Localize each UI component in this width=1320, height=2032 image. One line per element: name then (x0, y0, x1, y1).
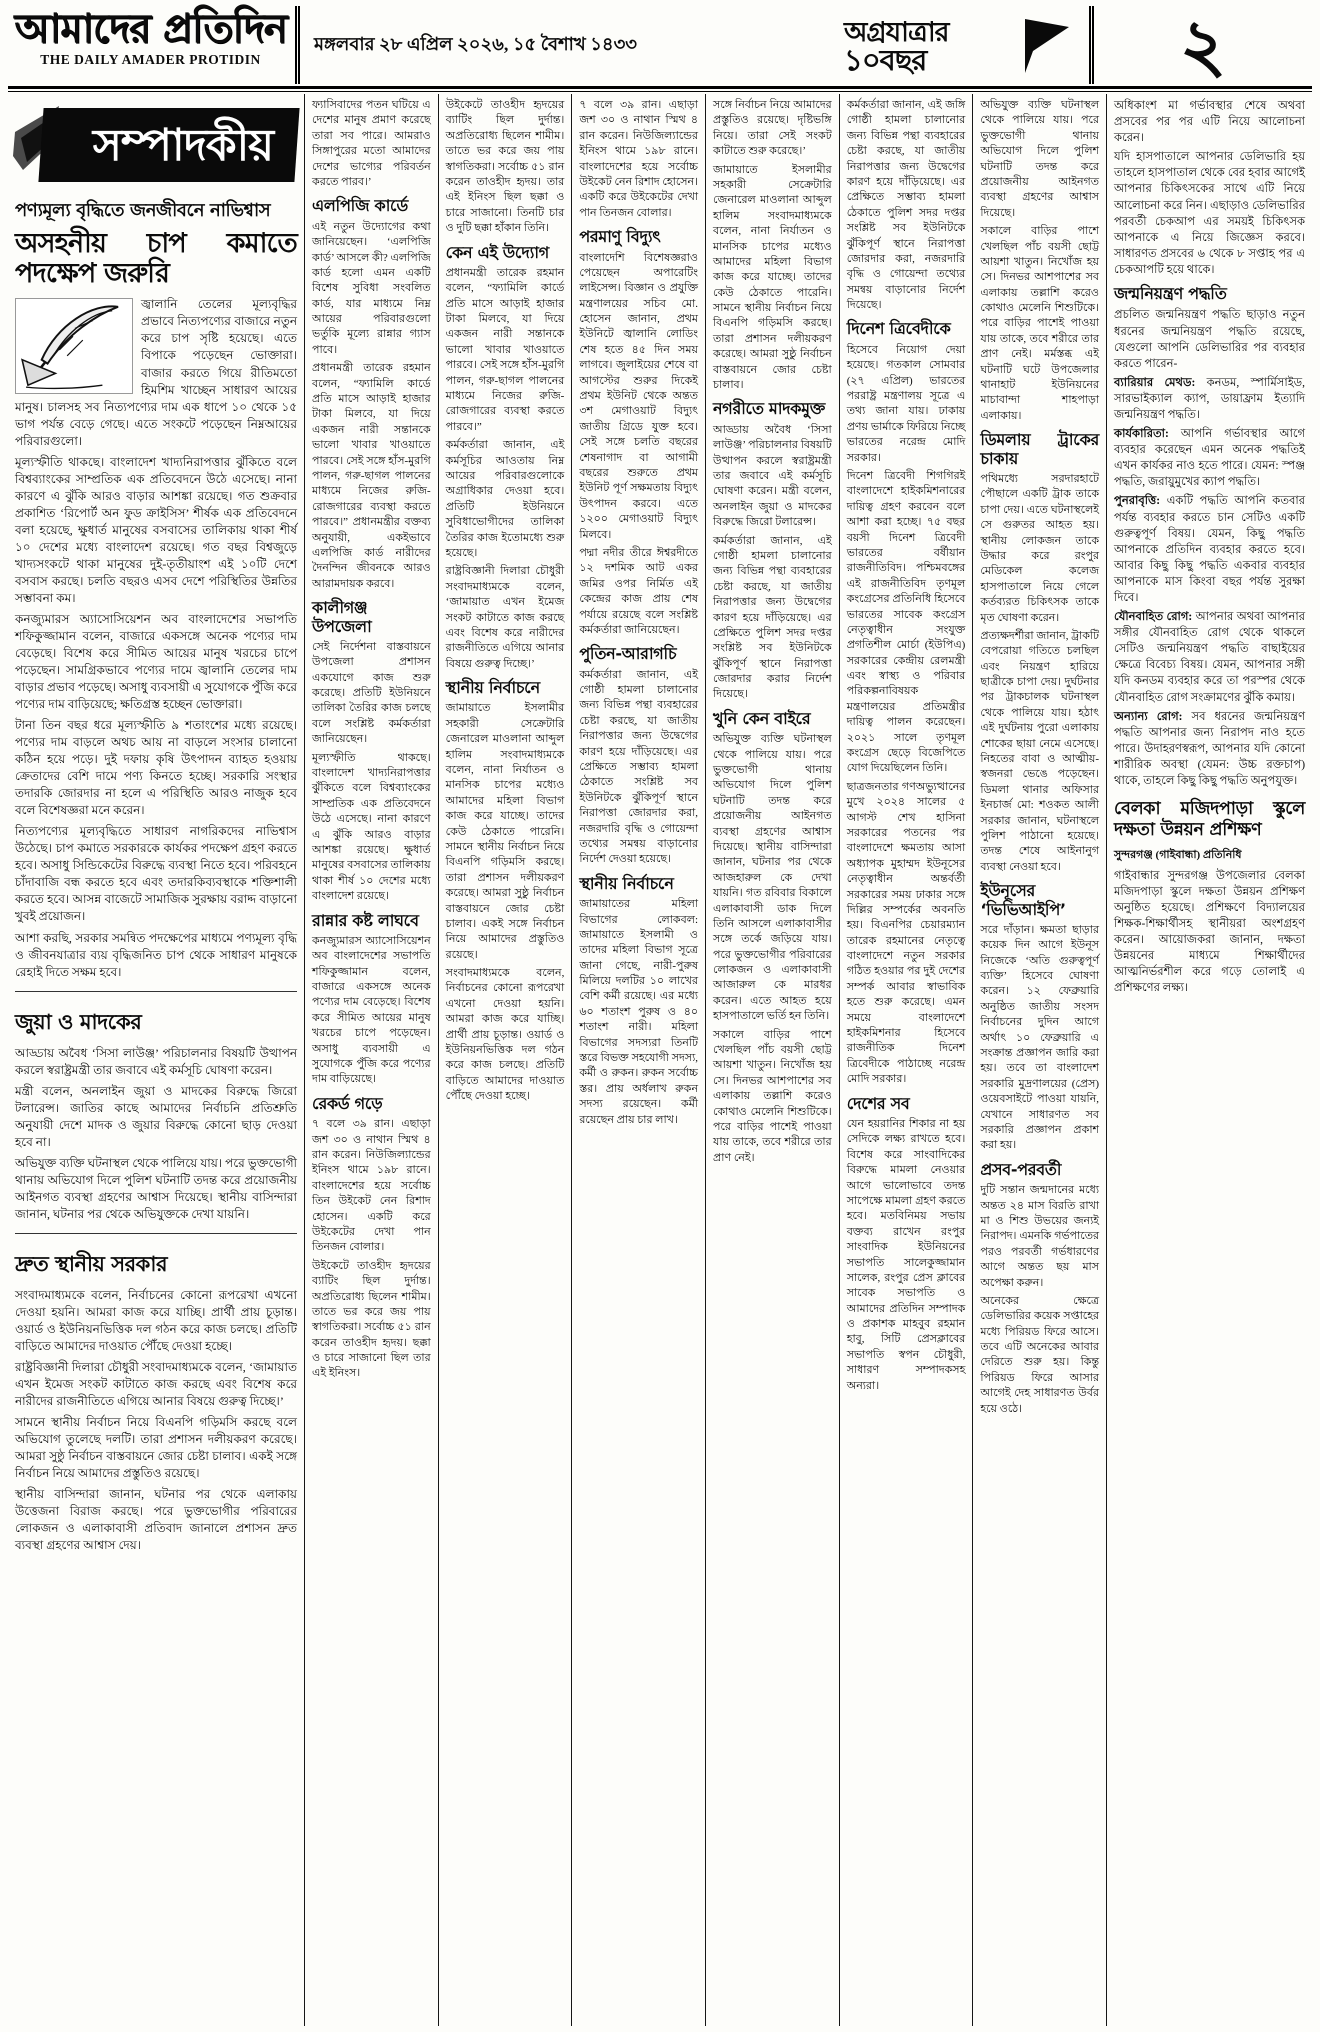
anniversary-line2: ১০বছর (844, 43, 927, 77)
article-headline: রান্নার কষ্ট লাঘবে (312, 910, 419, 930)
article-divider (15, 1233, 297, 1234)
article-headline: প্রসব-পরবর্তী (980, 1159, 1062, 1179)
editorial-headline: অসহনীয় চাপ কমাতে পদক্ষেপ জরুরি (15, 228, 297, 289)
news-column-4 (705, 94, 839, 2026)
body-paragraph: জামায়াতে ইসলামীর সহকারী সেক্রেটারি জেনারেল মাওলানা আব্দুল হালিম সংবাদমাধ্যমকে বলেন, নানা নির্যাতন ও মানসিক চাপের মধ্যেও আমাদের মহিলা বিভাগ কাজ করে যাচ্ছে। তাদের কেউ ঠেকাতে পারেনি। সামনে স্থানীয় নির্বাচন নিয়ে বিএনপি গড়িমসি করছে। তারা প্রশাসন দলীয়করণ করেছে। আমরা সুষ্ঠু নির্বাচন বাস্তবায়নে জোর চেষ্টা চালাব। (713, 163, 832, 392)
body-paragraph: প্রত্যক্ষদর্শীরা জানান, ট্রাকটি বেপরোয়া গতিতে চলছিল এবং নিয়ন্ত্রণ হারিয়ে ছাত্রীকে চাপা দেয়। দুর্ঘটনার পর ট্রাকচালক ঘটনাস্থল থেকে পালিয়ে যায়। হঠাৎ এই দুর্ঘটনায় পুরো এলাকায় শোকের ছায়া নেমে এসেছে। নিহতের বাবা ও আত্মীয়-স্বজনরা ভেঙে পড়েছেন। ডিমলা থানার অফিসার ইনচার্জ মো: শওকত আলী সরকার জানান, ঘটনাস্থলে পুলিশ পাঠানো হয়েছে। তদন্ত শেষে আইনানুগ ব্যবস্থা নেওয়া হবে। (980, 629, 1100, 873)
body-paragraph: ৭ বলে ৩৯ রান। এছাড়া জশ ৩০ ও নাথান স্মিথ ৪ রান করেন। নিউজিল্যান্ডের ইনিংস থামে ১৯৮ রানে। বাংলাদেশের হয়ে সর্বোচ্চ তিন উইকেট নেন রিশাদ হোসেন। একটি করে উইকেটের দেখা পান তিনজন বোলার। (312, 1118, 431, 1254)
body-paragraph: কর্মকর্তারা জানান, এই গোষ্ঠী হামলা চালানোর জন্য বিভিন্ন পন্থা ব্যবহারের চেষ্টা করছে, যা জাতীয় নিরাপত্তার জন্য উদ্বেগের কারণ হয়ে দাঁড়িয়েছে। এর প্রেক্ষিতে সম্ভাব্য হামলা ঠেকাতে সংশ্লিষ্ট সব ইউনিটকে ঝুঁকিপূর্ণ স্থানে নিরাপত্তা জোরদার করা, নজরদারি বৃদ্ধি ও গোয়েন্দা তথ্যের সমন্বয় বাড়ানোর নির্দেশ দেওয়া হয়েছে। (579, 668, 699, 866)
body-paragraph: নিত্যপণ্যের মূল্যবৃদ্ধিতে সাধারণ নাগরিকদের নাভিশ্বাস উঠেছে। চাপ কমাতে সরকারকে কার্যকর পদক্ষেপ গ্রহণ করতে হবে। অসাধু সিন্ডিকেটের বিরুদ্ধে ব্যবস্থা নিতে হবে। পরিবহনে চাঁদাবাজি বন্ধ করতে হবে এবং তদারকিব্যবস্থাকে শক্তিশালী করতে হবে। আসন্ন বাজেটে সামাজিক সুরক্ষায় বরাদ্দ বাড়ানো খুবই প্রয়োজন। (15, 824, 297, 924)
body-paragraph: আড্ডায় অবৈধ ‘সিসা লাউঞ্জ’ পরিচালনার বিষয়টি উত্থাপন করলে স্বরাষ্ট্রমন্ত্রী তার জবাবে এই কর্মসূচি ঘোষণা করেন। মন্ত্রী বলেন, অনলাইন জুয়া ও মাদকের বিরুদ্ধে জিরো টলারেন্স। (713, 423, 832, 529)
body-paragraph: রাষ্ট্রবিজ্ঞানী দিলারা চৌধুরী সংবাদমাধ্যমকে বলেন, ‘জামায়াত এখন ইমেজ সংকট কাটাতে কাজ করছে এবং বিশেষ করে নারীদের রাজনীতিতে এগিয়ে আনার বিষয়ে গুরুত্ব দিচ্ছে।’ (445, 565, 565, 670)
body-paragraph: রাষ্ট্রবিজ্ঞানী দিলারা চৌধুরী সংবাদমাধ্যমকে বলেন, ‘জামায়াত এখন ইমেজ সংকট কাটাতে কাজ করছে এবং বিশেষ করে নারীদের রাজনীতিতে এগিয়ে আনার বিষয়ে গুরুত্ব দিচ্ছে।’ (15, 1360, 297, 1409)
body-paragraph: অভিযুক্ত ব্যক্তি ঘটনাস্থল থেকে পালিয়ে যায়। পরে ভুক্তভোগী থানায় অভিযোগ দিলে পুলিশ ঘটনাটি তদন্ত করে প্রয়োজনীয় আইনগত ব্যবস্থা গ্রহণের আশ্বাস দিয়েছে। (980, 99, 1100, 219)
body-paragraph: মূল্যস্ফীতি থাকছে। বাংলাদেশ খাদ্যনিরাপত্তার ঝুঁকিতে বলে বিশ্বব্যাংকের সাম্প্রতিক এক প্রতিবেদনে উঠে এসেছে। নানা কারণে এ ঝুঁকি আরও বাড়ার আশঙ্কা রয়েছে। ক্ষুধার্ত মানুষের বসবাসের তালিকায় থাকা শীর্ষ ১০ দেশের মধ্যে বাংলাদেশ রয়েছে। (312, 751, 431, 903)
body-paragraph: জামায়াতে ইসলামীর সহকারী সেক্রেটারি জেনারেল মাওলানা আব্দুল হালিম সংবাদমাধ্যমকে বলেন, নানা নির্যাতন ও মানসিক চাপের মধ্যেও আমাদের মহিলা বিভাগ কাজ করে যাচ্ছে। তাদের কেউ ঠেকাতে পারেনি। সামনে স্থানীয় নির্বাচন নিয়ে বিএনপি গড়িমসি করছে। তারা প্রশাসন দলীয়করণ করেছে। আমরা সুষ্ঠু নির্বাচন বাস্তবায়নে জোর চেষ্টা চালাব। একই সঙ্গে নির্বাচন নিয়ে আমাদের প্রস্তুতিও রয়েছে। (445, 702, 565, 961)
body-paragraph: উইকেটে তাওহীদ হৃদয়ের ব্যাটিং ছিল দুর্দান্ত। অপ্রতিরোধ্য ছিলেন শামীম। তাতে ভর করে জয় পায় স্বাগতিকরা। সর্বোচ্চ ৫১ রান করেন তাওহীদ হৃদয়। ছক্কা ও চারে সাজানো ছিল তার এই ইনিংস। (312, 1259, 431, 1380)
article-headline: রেকর্ড গড়ে (312, 1093, 383, 1113)
body-paragraph: অন্যান্য রোগ: সব ধরনের জন্মনিয়ন্ত্রণ পদ্ধতি আপনার জন্য নিরাপদ নাও হতে পারে। উদাহরণস্বরূপ, আপনার যদি কোনো শারীরিক অবস্থা (যেমন: উচ্চ রক্তচাপ) থাকে, তাহলে কিছু কিছু পদ্ধতি অনুপযুক্ত। (1114, 710, 1306, 788)
body-paragraph: হিসেবে নিয়োগ দেয়া হয়েছে। গতকাল সোমবার (২৭ এপ্রিল) ভারতের পররাষ্ট্র মন্ত্রণালয় সূত্রে এ তথ্য জানা যায়। ঢাকায় প্রণয় ভার্মাকে ফিরিয়ে নিচ্ছে ভারতের নরেন্দ্র মোদি সরকার। (846, 343, 966, 464)
news-column-3 (571, 94, 705, 2026)
paragraph-label: কার্যকারিতা: (1114, 428, 1181, 441)
news-column-5 (839, 94, 973, 2026)
dateline: মঙ্গলবার ২৮ এপ্রিল ২০২৬, ১৫ বৈশাখ ১৪৩৩ (314, 33, 637, 54)
body-paragraph: এই নতুন উদ্যোগের কথা জানিয়েছেন। ‘এলপিজি কার্ড’ আসলে কী? এলপিজি কার্ড হলো এমন একটি বিশেষ সুবিধা সংবলিত কার্ড, যার মাধ্যমে নিম্ন আয়ের পরিবারগুলো ভর্তুকি মূল্যে রান্নার গ্যাস পাবে। (312, 220, 431, 356)
body-paragraph: সকালে বাড়ির পাশে খেলছিল পাঁচ বয়সী ছোট্ট আয়শা খাতুন। নিখোঁজ হয় সে। দিনভর আশপাশের সব এলাকায় তল্লাশি করেও কোথাও মেলেনি শিশুটিকে। পরে বাড়ির পাশেই পাওয়া যায় তাকে, তবে শরীরে তার প্রাণ নেই। (713, 1028, 832, 1164)
editorial-kicker: পণ্যমূল্য বৃদ্ধিতে জনজীবনে নাভিশ্বাস (15, 200, 271, 221)
article-headline: বেলকা মজিদপাড়া স্কুলে দক্ষতা উন্নয়ন প্রশিক্ষণ (1114, 799, 1306, 841)
article-headline: জুয়া ও মাদকের (15, 1009, 142, 1034)
header-center (300, 6, 1094, 84)
article-headline: এলপিজি কার্ডে (312, 196, 408, 216)
article-headline: জন্মনিয়ন্ত্রণ পদ্ধতি (1114, 284, 1227, 304)
body-paragraph: বাংলাদেশি বিশেষজ্ঞরাও পেয়েছেন অপারেটিং লাইসেন্স। বিজ্ঞান ও প্রযুক্তি মন্ত্রণালয়ের সচিব মো. হোসেন জানান, প্রথম ইউনিটে জ্বালানি লোডিং শেষ হতে ৪৫ দিন সময় লাগবে। জুলাইয়ের শেষে বা আগস্টের শুরুর দিকেই প্রথম ইউনিট থেকে অন্তত ৩শ মেগাওয়াট বিদ্যুৎ জাতীয় গ্রিডে যুক্ত হবে। সেই সঙ্গে চলতি বছরের শেষনাগাদ বা আগামী বছরের শুরুতে প্রথম ইউনিট পূর্ণ সক্ষমতায় বিদ্যুৎ উৎপাদন করবে। এতে ১২০০ মেগাওয়াট বিদ্যুৎ মিলবে। (579, 251, 699, 541)
body-paragraph: যেন হয়রানির শিকার না হয় সেদিকে লক্ষ্য রাখতে হবে। বিশেষ করে সাংবাদিকের বিরুদ্ধে মামলা নেওয়ার আগে ভালোভাবে তদন্ত সাপেক্ষে মামলা গ্রহণ করতে হবে। মতবিনিময় সভায় বক্তব্য রাখেন রংপুর সাংবাদিক ইউনিয়নের সভাপতি সালেকুজ্জামান সালেক, রংপুর প্রেস ক্লাবের সাবেক সভাপতি ও আমাদের প্রতিদিন সম্পাদক ও প্রকাশক মাহবুব রহমান হাবু, সিটি প্রেসক্লাবের সভাপতি স্বপন চৌধুরী, সাধারণ সম্পাদকসহ অন্যরা। (846, 1118, 966, 1392)
flag-icon (1019, 17, 1071, 75)
body-paragraph: অভিযুক্ত ব্যক্তি ঘটনাস্থল থেকে পালিয়ে যায়। পরে ভুক্তভোগী থানায় অভিযোগ দিলে পুলিশ ঘটনাটি তদন্ত করে প্রয়োজনীয় আইনগত ব্যবস্থা গ্রহণের আশ্বাস দিয়েছে। স্থানীয় বাসিন্দারা জানান, ঘটনার পর থেকে অভিযুক্তকে দেখা যায়নি। (15, 1155, 297, 1221)
article-headline: ইউনূসের ‘ভিভিআইপি’ (980, 881, 1066, 919)
masthead (8, 6, 300, 84)
anniversary-line1: অগ্রযাত্রার (844, 17, 949, 48)
paragraph-label: পুনরাবৃত্তি: (1114, 495, 1167, 508)
masthead-logo: আমাদের প্রতিদিন (14, 6, 287, 52)
body-paragraph: প্রচলিত জন্মনিয়ন্ত্রণ পদ্ধতি ছাড়াও নতুন ধরনের জন্মনিয়ন্ত্রণ পদ্ধতি রয়েছে, যেগুলো আপনি ডেলিভারির পর ব্যবহার করতে পারেন- (1114, 309, 1306, 370)
body-paragraph: কার্যকারিতা: আপনি গর্ভাবস্থার আগে ব্যবহার করেছেন এমন অনেক পদ্ধতিই এখন কার্যকর নাও হতে পারে। যেমন: স্পঞ্জ পদ্ধতি, জরায়ুমুখের ক্যাপ পদ্ধতি। (1114, 428, 1306, 489)
editorial-articles (15, 991, 297, 1555)
body-paragraph: সরে দাঁড়ান। ক্ষমতা ছাড়ার কয়েক দিন আগে ইউনূস নিজেকে ‘অতি গুরুত্বপূর্ণ ব্যক্তি’ হিসেবে ঘোষণা করেন। ১২ ফেব্রুয়ারি অনুষ্ঠিত জাতীয় সংসদ নির্বাচনের দুদিন আগে অর্থাৎ ১০ ফেব্রুয়ারি এ সংক্রান্ত প্রজ্ঞাপন জারি করা হয়। তবে তা বাংলাদেশ সরকারি মুদ্রণালয়ের (প্রেস) ওয়েবসাইটে পাওয়া যায়নি, যেখানে সাধারণত সব সরকারি প্রজ্ঞাপন প্রকাশ করা হয়। (980, 923, 1100, 1152)
masthead-subtitle: THE DAILY AMADER PROTIDIN (40, 52, 261, 67)
article-headline: পরমাণু বিদ্যুৎ (579, 227, 661, 247)
body-paragraph: অভিযুক্ত ব্যক্তি ঘটনাস্থল থেকে পালিয়ে যায়। পরে ভুক্তভোগী থানায় অভিযোগ দিলে পুলিশ ঘটনাটি তদন্ত করে প্রয়োজনীয় আইনগত ব্যবস্থা গ্রহণের আশ্বাস দিয়েছে। স্থানীয় বাসিন্দারা জানান, ঘটনার পর থেকে আজহারুল কে দেখা যায়নি। গত রবিবার বিকালে এলাকাবাসী ডাক দিলে তিনি আসলে এলাকাবাসীর সঙ্গে তর্কে জড়িয়ে যায়। পরে ভুক্তভোগীর পরিবারের লোকজন ও এলাকাবাসী আজারুল কে মারধর করেন। এতে আহত হয়ে হাসপাতালে ভর্তি হন তিনি। (713, 733, 832, 1023)
health-column (1106, 94, 1312, 2026)
body-paragraph: সঙ্গে নির্বাচন নিয়ে আমাদের প্রস্তুতিও রয়েছে। দৃষ্টিভঙ্গি নিয়ে। তারা সেই সংকট কাটাতে শুরু করেছে।’ (713, 99, 832, 158)
body-paragraph: মূল্যস্ফীতি থাকছে। বাংলাদেশ খাদ্যনিরাপত্তার ঝুঁকিতে বলে বিশ্বব্যাংকের সাম্প্রতিক এক প্রতিবেদনে উঠে এসেছে। নানা কারণে এ ঝুঁকি আরও বাড়ার আশঙ্কা রয়েছে। গত শুক্রবার প্রকাশিত ‘রিপোর্ট অন ফুড ক্রাইসিস’ শীর্ষক এক প্রতিবেদনে বলা হয়েছে, ক্ষুধার্ত মানুষের বসবাসের তালিকায় থাকা শীর্ষ ১০ দেশের মধ্যে বাংলাদেশ রয়েছে। গত বছর বিশ্বজুড়ে খাদ্যসংকটে থাকা মানুষের দুই-তৃতীয়াংশ এই ১০টি দেশে বসবাস করছে। চলতি বছরও এসব দেশে পরিস্থিতির উন্নতির সম্ভাবনা কম। (15, 454, 297, 605)
editorial-body (15, 296, 297, 980)
article-headline: কালীগঞ্জ উপজেলা (312, 598, 372, 636)
body-paragraph: সেই নির্দেশনা বাস্তবায়নে উপজেলা প্রশাসন একযোগে কাজ শুরু করেছে। প্রতিটি ইউনিয়নে তালিকা তৈরির কাজ চলছে বলে সংশ্লিষ্ট কর্মকর্তারা জানিয়েছেন। (312, 640, 431, 746)
page-header (8, 3, 1312, 87)
body-paragraph: টানা তিন বছর ধরে মূল্যস্ফীতি ৯ শতাংশের মধ্যে রয়েছে। পণ্যের দাম বাড়লে অথচ আয় না বাড়লে সংসার চালানো কঠিন হয়ে পড়ে। দুই দফায় কৃষি উৎপাদন ব্যাহত হওয়ায় ক্রেতাদের বেশি দামে পণ্য কিনতে হচ্ছে। সরকারি সংস্থার তদারকি জোরদার না হলে এ পরিস্থিতি আরও নাজুক হবে বলে বিশেষজ্ঞরা মনে করেন। (15, 718, 297, 818)
article-headline: ডিমলায় ট্রাকের চাকায় (980, 430, 1100, 468)
anniversary-badge (844, 15, 1019, 75)
body-paragraph: ফ্যাসিবাদের পতন ঘটিয়ে এ দেশের মানুষ প্রমাণ করেছে তারা সব পারে। আমরাও সিঙ্গাপুরের মতো আমাদের দেশের ভাগ্যের পরিবর্তন করতে পারব।’ (312, 99, 431, 188)
body-paragraph: ছাত্রজনতার গণঅভ্যুত্থানের মুখে ২০২৪ সালের ৫ আগস্ট শেখ হাসিনা সরকারের পতনের পর বাংলাদেশে ক্ষমতায় আসা অধ্যাপক মুহাম্মদ ইউনূসের নেতৃত্বাধীন অন্তর্বর্তী সরকারের সময় ঢাকার সঙ্গে দিল্লির সম্পর্কের অবনতি হয়। বিএনপির চেয়ারম্যান তারেক রহমানের নেতৃত্বে বাংলাদেশে নতুন সরকার গঠিত হওয়ার পর দুই দেশের সম্পর্ক আবার স্বাভাবিক হতে শুরু করেছে। এমন সময়ে বাংলাদেশে হাইকমিশনার হিসেবে রাজনীতিক দিনেশ ত্রিবেদীকে পাঠাচ্ছে নরেন্দ্র মোদি সরকার। (846, 780, 966, 1086)
body-paragraph: কর্মকর্তারা জানান, এই গোষ্ঠী হামলা চালানোর জন্য বিভিন্ন পন্থা ব্যবহারের চেষ্টা করছে, যা জাতীয় নিরাপত্তার জন্য উদ্বেগের কারণ হয়ে দাঁড়িয়েছে। এর প্রেক্ষিতে পুলিশ সদর দপ্তর সংশ্লিষ্ট সব ইউনিটকে ঝুঁকিপূর্ণ স্থানে নিরাপত্তা জোরদার করার নির্দেশ দিয়েছে। (713, 534, 832, 701)
body-paragraph: গাইবান্ধার সুন্দরগঞ্জ উপজেলার বেলকা মজিদপাড়া স্কুলে দক্ষতা উন্নয়ন প্রশিক্ষণ অনুষ্ঠিত হয়েছে। প্রশিক্ষণে বিদ্যালয়ের শিক্ষক-শিক্ষার্থীসহ স্থানীয়রা অংশগ্রহণ করেন। আয়োজকরা জানান, দক্ষতা উন্নয়নের মাধ্যমে শিক্ষার্থীদের আত্মনির্ভরশীল করে গড়ে তোলাই এ প্রশিক্ষণের লক্ষ্য। (1114, 869, 1306, 995)
body-paragraph: আড্ডায় অবৈধ ‘সিসা লাউঞ্জ’ পরিচালনার বিষয়টি উত্থাপন করলে স্বরাষ্ট্রমন্ত্রী তার জবাবে এই কর্মসূচি ঘোষণা করেন। (15, 1045, 297, 1077)
body-paragraph: কনজ্যুমারস অ্যাসোসিয়েশন অব বাংলাদেশের সভাপতি শফিকুজ্জামান বলেন, বাজারে একসঙ্গে অনেক পণ্যের দাম বেড়েছে। বিশেষ করে সীমিত আয়ের মানুষ খরচের চাপে পড়েছেন। সামগ্রিকভাবে পণ্যের দামে জ্বালানি তেলের দাম বাড়ার প্রভাব পড়েছে। অসাধু ব্যবসায়ী এ সুযোগকে পুঁজি করে পণ্যের দাম বাড়িয়েছে; ক্ষতিগ্রস্ত হচ্ছেন ভোক্তারা। (15, 611, 297, 712)
body-paragraph: অনেকের ক্ষেত্রে ডেলিভারির কয়েক সপ্তাহের মধ্যে পিরিয়ড ফিরে আসে। তবে এটি অনেকের আবার দেরিতে শুরু হয়। কিন্তু পিরিয়ড ফিরে আসার আগেই দেহ সাধারণত উর্বর হয়ে ওঠে। (980, 1294, 1100, 1415)
body-paragraph: সংবাদমাধ্যমকে বলেন, নির্বাচনের কোনো রূপরেখা এখনো দেওয়া হয়নি। আমরা কাজ করে যাচ্ছি। প্রার্থী প্রায় চূড়ান্ত। ওয়ার্ড ও ইউনিয়নভিত্তিক দল গঠন করে কাজ চলছে। প্রতিটি বাড়িতে আমাদের দাওয়াত পৌঁছে দেওয়া হচ্ছে। (445, 967, 565, 1103)
body-paragraph: ব্যারিয়ার মেথড: কনডম, স্পার্মিসাইড, সারভাইক্যাল ক্যাপ, ডায়াফ্রাম ইত্যাদি জন্মনিয়ন্ত্রণ পদ্ধতি। (1114, 376, 1306, 421)
paragraph-label: ব্যারিয়ার মেথড: (1114, 376, 1207, 389)
article-headline: স্থানীয় নির্বাচনে (445, 678, 540, 698)
body-paragraph: যদি হাসপাতালে আপনার ডেলিভারি হয় তাহলে হাসপাতাল থেকে বের হবার আগেই আপনার চিকিৎসকের সাথে এটি নিয়ে আলোচনা করে নিন। এছাড়াও ডেলিভারির পরবর্তী চেকআপ এর সময়ই চিকিৎসক আপনাকে এ নিয়ে জিজ্ঞেস করবে। সাধারণত প্রসবের ৬ থেকে ৮ সপ্তাহ পর এ চেকআপটি হয়ে থাকে। (1114, 151, 1306, 276)
news-column-1 (304, 94, 438, 2026)
body-paragraph: ৭ বলে ৩৯ রান। এছাড়া জশ ৩০ ও নাথান স্মিথ ৪ রান করেন। নিউজিল্যান্ডের ইনিংস থামে ১৯৮ রানে। বাংলাদেশের হয়ে সর্বোচ্চ উইকেট নেন রিশাদ হোসেন। একটি করে উইকেটের দেখা পান তিনজন বোলার। (579, 99, 699, 219)
body-paragraph: মন্ত্রী বলেন, অনলাইন জুয়া ও মাদকের বিরুদ্ধে জিরো টলারেন্স। জাতির কাছে আমাদের নির্বাচনি প্রতিশ্রুতি অনুযায়ী দেশে মাদক ও জুয়ার বিরুদ্ধে কোনো ছাড় দেওয়া হবে না। (15, 1083, 297, 1149)
paragraph-label: অন্যান্য রোগ: (1114, 710, 1192, 723)
paragraph-label: যৌনবাহিত রোগ: (1114, 611, 1196, 624)
body-paragraph: পুনরাবৃত্তি: একটি পদ্ধতি আপনি কতবার পর্যন্ত ব্যবহার করতে চান সেটিও একটি গুরুত্বপূর্ণ বিষয়। যেমন, কিছু পদ্ধতি আপনাকে প্রতিদিন ব্যবহার করতে হবে। আবার কিছু কিছু পদ্ধতি একবার ব্যবহার আপনাকে মাস কিংবা বছর পর্যন্ত সুরক্ষা দিবে। (1114, 495, 1306, 605)
body-paragraph: পদ্মা নদীর তীরে ঈশ্বরদীতে ১২ দশমিক আট একর জমির ওপর নির্মিত এই কেন্দ্রের কাজ প্রায় শেষ পর্যায়ে রয়েছে বলে সংশ্লিষ্ট কর্মকর্তারা জানিয়েছেন। (579, 546, 699, 636)
article-headline: স্থানীয় নির্বাচনে (579, 873, 674, 893)
editorial-banner (15, 104, 297, 188)
body-paragraph: জামায়াতের মহিলা বিভাগের লোকবল: জামায়াতে ইসলামী ও তাদের মহিলা বিভাগ সূত্রে জানা গেছে, নারী-পুরুষ মিলিয়ে দলটির ১০ লাখের বেশি কর্মী রয়েছে। এর মধ্যে ৬০ শতাংশ পুরুষ ও ৪০ শতাংশ নারী। মহিলা বিভাগের সদস্যরা তিনটি স্তরে বিভক্ত সহযোগী সদস্য, কর্মী ও রুকন। রুকন সর্বোচ্চ স্তর। প্রায় অর্ধলাখ রুকন সদস্য রয়েছেন। কর্মী রয়েছেন প্রায় চার লাখ। (579, 898, 699, 1126)
page-number: ২ (1179, 3, 1227, 87)
body-paragraph: কনজ্যুমারস অ্যাসোসিয়েশন অব বাংলাদেশের সভাপতি শফিকুজ্জামান বলেন, বাজারে একসঙ্গে অনেক পণ্যের দাম বেড়েছে। বিশেষ করে সীমিত আয়ের মানুষ খরচের চাপে পড়েছেন। অসাধু ব্যবসায়ী এ সুযোগকে পুঁজি করে পণ্যের দাম বাড়িয়েছে। (312, 934, 431, 1086)
body-paragraph: প্রধানমন্ত্রী তারেক রহমান বলেন, “ফ্যামিলি কার্ডে প্রতি মাসে আড়াই হাজার টাকা মিলবে, যা দিয়ে একজন নারী সন্তানকে ভালো খাবার খাওয়াতে পারবে। সেই সঙ্গে হাঁস-মুরগি পালন, গরু-ছাগল পালনের মাধ্যমে নিজের রুজি-রোজগারের ব্যবস্থা করতে পারবে।” প্রধানমন্ত্রীর বক্তব্য অনুযায়ী, একইভাবে এলপিজি কার্ড নারীদের দৈনন্দিন জীবনকে আরও আরামদায়ক করবে। (312, 362, 431, 590)
content-area (8, 94, 1312, 2026)
editorial-section-title: সম্পাদকীয় (92, 120, 274, 171)
editorial-column (8, 94, 304, 2026)
article-headline: পুতিন-আরাগচি (579, 644, 677, 664)
article-headline: নগরীতে মাদকমুক্ত (713, 399, 825, 419)
header-rule (8, 86, 1312, 92)
body-paragraph: যৌনবাহিত রোগ: আপনার অথবা আপনার সঙ্গীর যৌনবাহিত রোগ থেকে থাকলে সেটিও জন্মনিয়ন্ত্রণ পদ্ধতি বাছাইয়ের ক্ষেত্রে বিবেচ্য বিষয়। যেমন, আপনার সঙ্গী যদি কনডম ব্যবহার করে তা পরস্পর থেকে যৌনবাহিত রোগ সংক্রামণের ঝুঁকি কমায়। (1114, 611, 1306, 704)
news-column-6 (972, 94, 1106, 2026)
body-paragraph: কর্মকর্তারা জানান, এই জঙ্গি গোষ্ঠী হামলা চালানোর জন্য বিভিন্ন পন্থা ব্যবহারের চেষ্টা করছে, যা জাতীয় নিরাপত্তার জন্য উদ্বেগের কারণ হয়ে দাঁড়িয়েছে। এর প্রেক্ষিতে সম্ভাব্য হামলা ঠেকাতে পুলিশ সদর দপ্তর সংশ্লিষ্ট সব ইউনিটকে ঝুঁকিপূর্ণ স্থানে নিরাপত্তা জোরদার করা, নজরদারি বৃদ্ধি ও গোয়েন্দা তথ্যের সমন্বয় বাড়ানোর নির্দেশ দিয়েছে। (846, 99, 966, 312)
body-paragraph: সকালে বাড়ির পাশে খেলছিল পাঁচ বয়সী ছোট্ট আয়শা খাতুন। নিখোঁজ হয় সে। দিনভর আশপাশের সব এলাকায় তল্লাশি করেও কোথাও মেলেনি শিশুটিকে। পরে বাড়ির পাশেই পাওয়া যায় তাকে, তবে শরীরে তার প্রাণ নেই। মর্মস্তব্ধ এই ঘটনাটি ঘটে উপজেলার থানাহাট ইউনিয়নের মাচাবান্দা শাহপাড়া এলাকায়। (980, 225, 1100, 422)
body-paragraph: আশা করছি, সরকার সমন্বিত পদক্ষেপের মাধ্যমে পণ্যমূল্য বৃদ্ধি ও জীবনযাত্রার ব্যয় বৃদ্ধিজনিত চাপ থেকে সাধারণ মানুষকে রেহাই দিতে সক্ষম হবে। (15, 930, 297, 979)
article-headline: দিনেশ ত্রিবেদীকে (846, 319, 951, 339)
article-divider (15, 991, 297, 992)
byline: সুন্দরগঞ্জ (গাইবান্ধা) প্রতিনিধি (1114, 848, 1242, 861)
article-headline: কেন এই উদ্যোগ (445, 242, 549, 262)
body-paragraph: পথিমধ্যে সরদারহাটে পৌছালে একটি ট্রাক তাকে চাপা দেয়। এতে ঘটনাস্থলেই সে গুরুতর আহত হয়। স্থানীয় লোকজন তাকে উদ্ধার করে রংপুর মেডিকেল কলেজ হাসপাতালে নিয়ে গেলে কর্তব্যরত চিকিৎসক তাকে মৃত ঘোষণা করেন। (980, 472, 1100, 624)
body-paragraph: সংবাদমাধ্যমকে বলেন, নির্বাচনের কোনো রূপরেখা এখনো দেওয়া হয়নি। আমরা কাজ করে যাচ্ছি। প্রার্থী প্রায় চূড়ান্ত। ওয়ার্ড ও ইউনিয়নভিত্তিক দল গঠন করে কাজ চলছে। প্রতিটি বাড়িতে আমাদের দাওয়াত পৌঁছে দেওয়া হচ্ছে। (15, 1287, 297, 1353)
quill-illustration (15, 298, 133, 394)
article-headline: দ্রুত স্থানীয় সরকার (15, 1251, 167, 1276)
body-paragraph: কর্মকর্তারা জানান, এই কর্মসূচির আওতায় নিম্ন আয়ের পরিবারগুলোকে অগ্রাধিকার দেওয়া হবে। প্রতিটি ইউনিয়নে সুবিধাভোগীদের তালিকা তৈরির কাজ ইতোমধ্যে শুরু হয়েছে। (445, 439, 565, 559)
body-paragraph: সামনে স্থানীয় নির্বাচন নিয়ে বিএনপি গড়িমসি করছে বলে অভিযোগ তুলেছে দলটি। তারা প্রশাসন দলীয়করণ করেছে। আমরা সুষ্ঠু নির্বাচন বাস্তবায়নে জোর চেষ্টা চালাব। একই সঙ্গে নির্বাচন নিয়ে আমাদের প্রস্তুতিও রয়েছে। (15, 1415, 297, 1481)
body-paragraph: দুটি সন্তান জন্মদানের মধ্যে অন্তত ২৪ মাস বিরতি রাখা মা ও শিশু উভয়ের জন্যই নিরাপদ। এমনকি গর্ভপাতের পরও পরবর্তী গর্ভধারণের আগে অন্তত ছয় মাস অপেক্ষা করুন। (980, 1184, 1100, 1289)
article-headline: খুনি কেন বাইরে (713, 708, 811, 728)
body-paragraph: জ্বালানি তেলের মূল্যবৃদ্ধির প্রভাবে নিত্যপণ্যের বাজারে নতুন করে চাপ সৃষ্টি হয়েছে। এতে বিপাকে পড়েছেন ভোক্তারা। বাজার করতে গিয়ে রীতিমতো হিমশিম খাচ্ছেন সাধারণ আয়ের মানুষ। চালসহ সব নিত্যপণ্যের দাম এক ধাপে ১০ থেকে ১৫ ভাগ পর্যন্ত বেড়ে গেছে। এতে সংকটে পড়েছেন নিম্নআয়ের পরিবারগুলো। (15, 297, 297, 448)
body-paragraph: স্থানীয় বাসিন্দারা জানান, ঘটনার পর থেকে এলাকায় উত্তেজনা বিরাজ করছে। পরে ভুক্তভোগীর পরিবারের লোকজন ও এলাকাবাসী প্রতিবাদ জানালে প্রশাসন দ্রুত ব্যবস্থা গ্রহণের আশ্বাস দেয়। (15, 1487, 297, 1553)
body-paragraph: উইকেটে তাওহীদ হৃদয়ের ব্যাটিং ছিল দুর্দান্ত। অপ্রতিরোধ্য ছিলেন শামীম। তাতে ভর করে জয় পায় স্বাগতিকরা। সর্বোচ্চ ৫১ রান করেন তাওহীদ হৃদয়। তার এই ইনিংস ছিল ছক্কা ও চারে সাজানো। তিনটি চার ও দুটি ছক্কা হাঁকান তিনি। (445, 99, 565, 235)
news-column-2 (438, 94, 572, 2026)
body-paragraph: দিনেশ ত্রিবেদী শিগগিরই বাংলাদেশে হাইকমিশনারের দায়িত্ব গ্রহণ করবেন বলে আশা করা হচ্ছে। ৭৫ বছর বয়সী দিনেশ ত্রিবেদী ভারতের বর্ষীয়ান রাজনীতিবিদ। পশ্চিমবঙ্গের এই রাজনীতিবিদ তৃণমূল কংগ্রেসের প্রতিনিধি হিসেবে ভারতের সাবেক কংগ্রেস নেতৃত্বাধীন সংযুক্ত প্রগতিশীল মোর্চা (ইউপিএ) সরকারের কেন্দ্রীয় রেলমন্ত্রী এবং স্বাস্থ্য ও পরিবার পরিকল্পনাবিষয়ক মন্ত্রণালয়ের প্রতিমন্ত্রীর দায়িত্ব পালন করেছেন। ২০২১ সালে তৃণমূল কংগ্রেস ছেড়ে বিজেপিতে যোগ দিয়েছিলেন তিনি। (846, 469, 966, 775)
body-paragraph: প্রধানমন্ত্রী তারেক রহমান বলেন, “ফ্যামিলি কার্ডে প্রতি মাসে আড়াই হাজার টাকা মিলবে, যা দিয়ে একজন নারী সন্তানকে ভালো খাবার খাওয়াতে পারবে। সেই সঙ্গে হাঁস-মুরগি পালন, গরু-ছাগল পালনের মাধ্যমে নিজের রুজি-রোজগারের ব্যবস্থা করতে পারবে।” (445, 266, 565, 433)
body-paragraph: অধিকাংশ মা গর্ভাবস্থার শেষে অথবা প্রসবের পর পর এটি নিয়ে আলোচনা করেন। (1114, 100, 1306, 145)
article-headline: দেশের সব (846, 1093, 910, 1113)
